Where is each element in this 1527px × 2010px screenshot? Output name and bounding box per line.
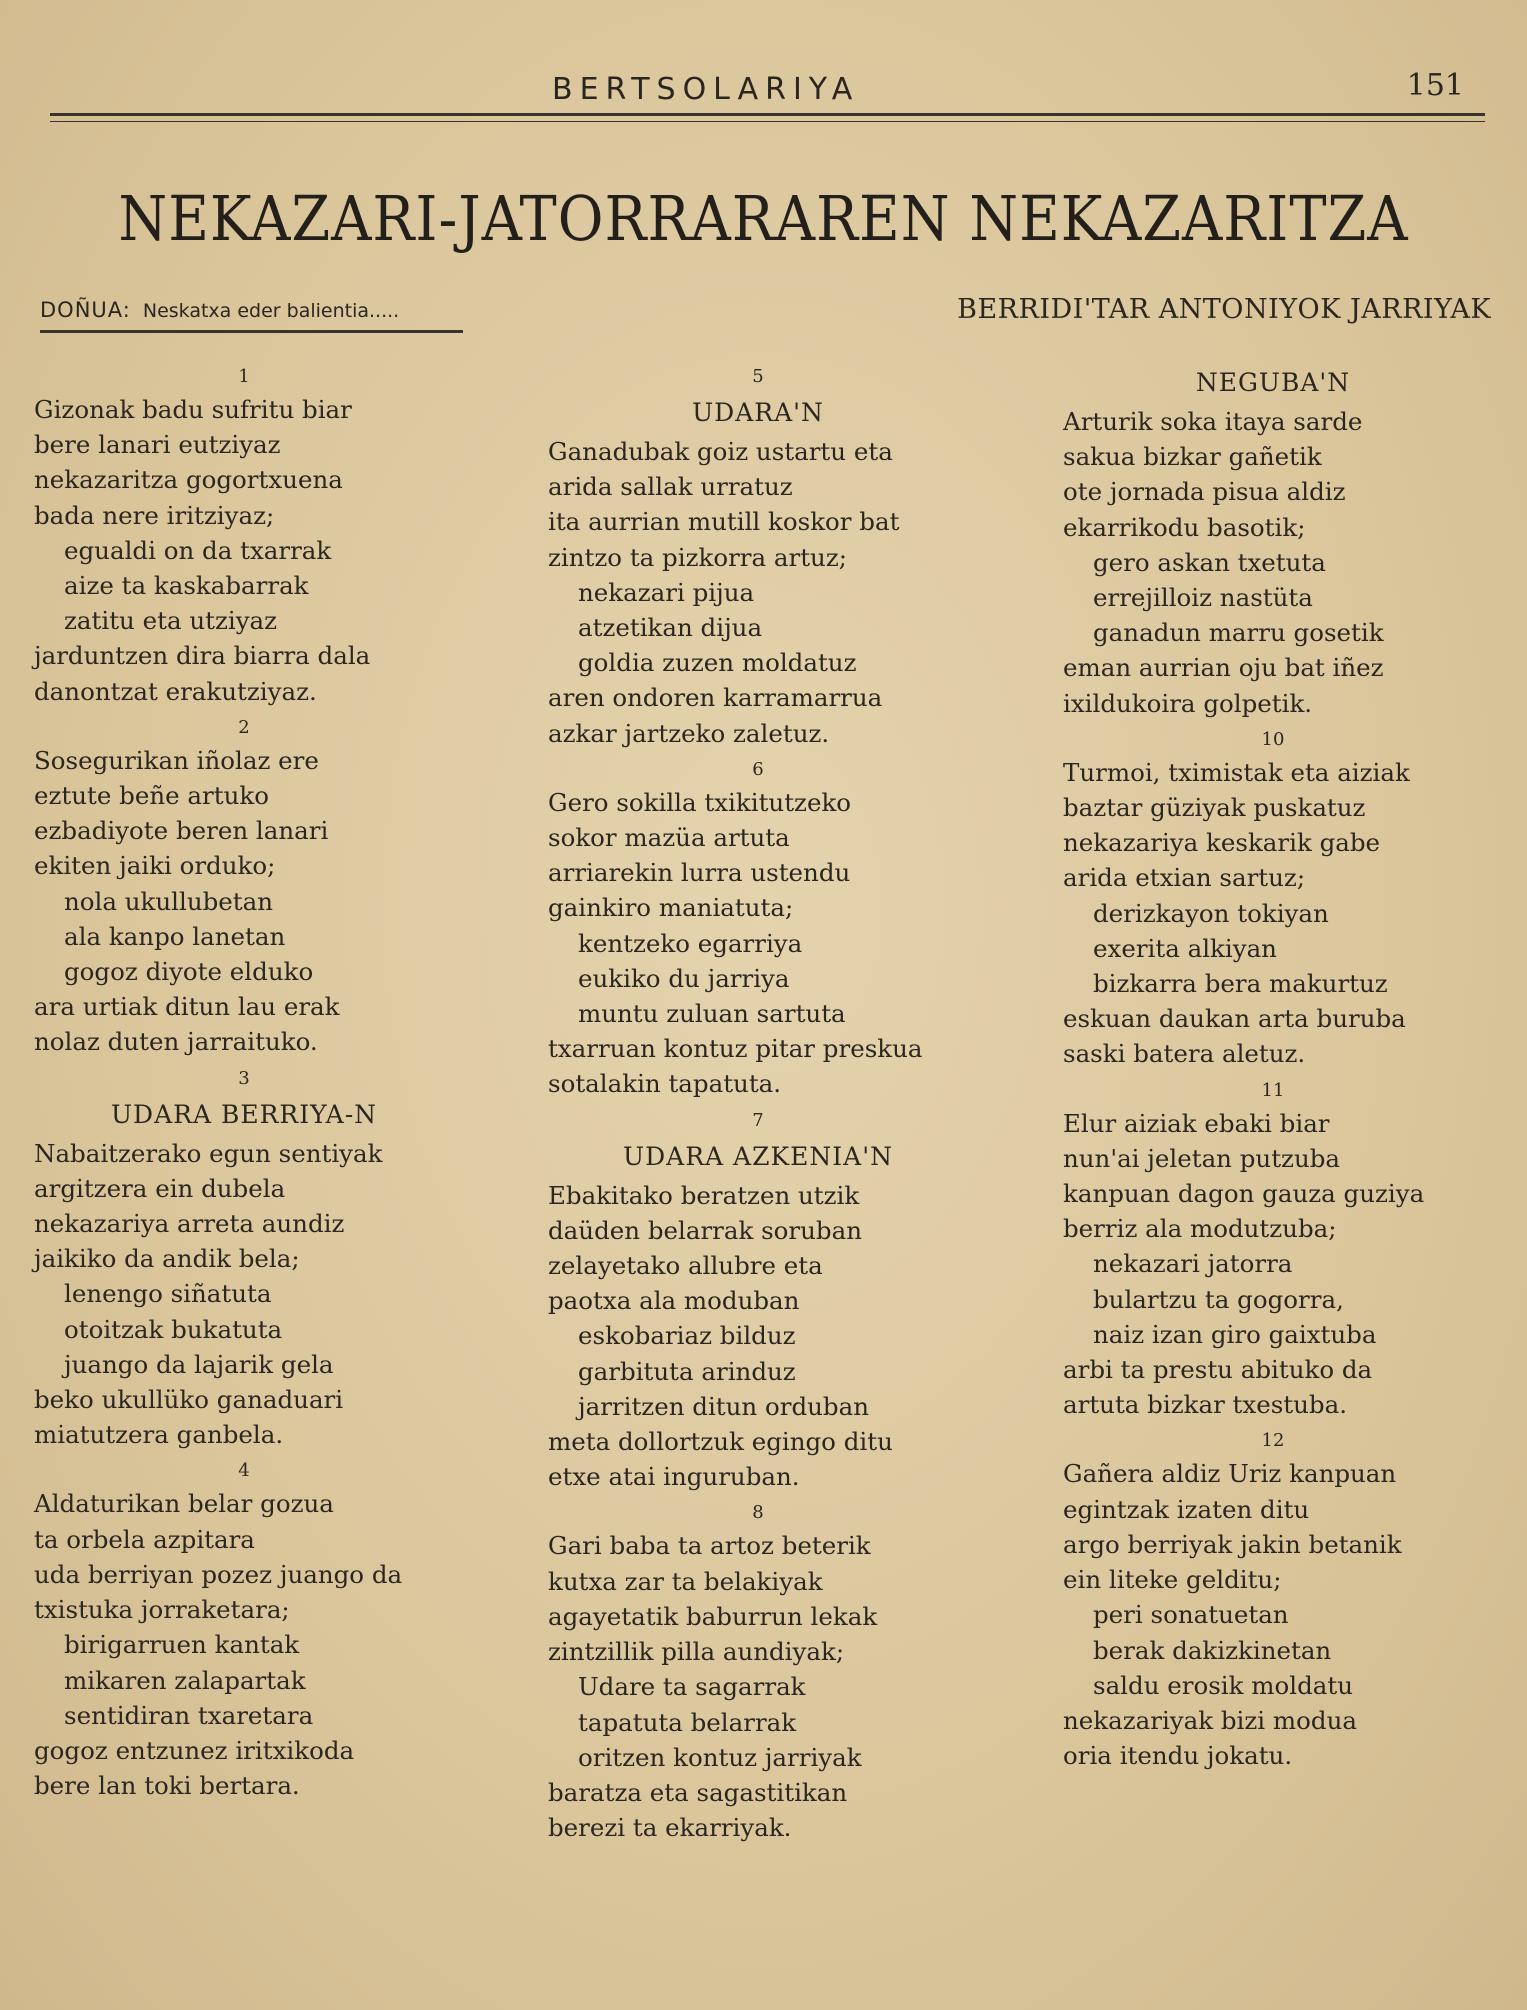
verse-line: zintzillik pilla aundiyak;	[548, 1637, 845, 1667]
stanza-number: 5	[752, 366, 764, 387]
verse-line: kutxa zar ta belakiyak	[548, 1566, 823, 1596]
verse-line: gero askan txetuta	[1093, 547, 1326, 577]
verse-line: eskobariaz bilduz	[578, 1321, 796, 1351]
verse-line: bada nere iritziyaz;	[34, 500, 275, 530]
verse-line: artuta bizkar txestuba.	[1063, 1390, 1347, 1420]
verse-line: Ebakitako beratzen utzik	[548, 1180, 860, 1210]
stanza-number: 4	[238, 1460, 250, 1482]
poem-title: NEKAZARI-JATORRARAREN NEKAZARITZA	[118, 182, 1409, 255]
verse-line: egualdi on da txarrak	[64, 535, 332, 565]
verse-line: ekarrikodu basotik;	[1063, 512, 1306, 542]
verse-line: eztute beñe artuko	[34, 781, 269, 811]
verse-line: garbituta arinduz	[578, 1356, 796, 1386]
stanza-number: 8	[752, 1502, 764, 1524]
verse-line: argo berriyak jakin betanik	[1063, 1529, 1402, 1559]
verse-line: zelayetako allubre eta	[548, 1251, 823, 1281]
verse-line: baratza eta sagastitikan	[548, 1777, 848, 1807]
verse-line: ezbadiyote beren lanari	[34, 816, 329, 846]
verse-line: nekazari pijua	[578, 577, 755, 607]
page-number: 151	[1406, 68, 1464, 103]
verse-line: muntu zuluan sartuta	[578, 999, 846, 1029]
stanza	[1063, 725, 1503, 1072]
verse-line: gainkiro maniatuta;	[548, 893, 794, 923]
verse-line: eukiko du jarriya	[578, 963, 790, 993]
verse-line: gogoz diyote elduko	[64, 957, 314, 987]
verse-line: juango da lajarik gela	[64, 1349, 334, 1379]
verse-line: nekazariya arreta aundiz	[34, 1209, 345, 1239]
verse-line: birigarruen kantak	[64, 1630, 300, 1660]
verse-line: Aldaturikan belar gozua	[34, 1489, 334, 1519]
tune-label: DOÑUA:	[40, 298, 131, 322]
verse-line: ekiten jaiki orduko;	[34, 851, 276, 881]
verse-line: gogoz entzunez iritxikoda	[34, 1735, 355, 1765]
author-credit: BERRIDI'TAR ANTONIYOK JARRIYAK	[957, 294, 1491, 325]
stanza-number: 7	[752, 1109, 764, 1131]
verse-line: kentzeko egarriya	[578, 928, 803, 958]
column-2	[548, 362, 1018, 1849]
verse-line: Sosegurikan iñolaz ere	[34, 745, 319, 775]
verse-line: agayetatik baburrun lekak	[548, 1601, 878, 1631]
verse-line: Turmoi, tximistak eta aiziak	[1063, 757, 1410, 787]
section-heading: NEGUBA'N	[1195, 368, 1351, 397]
verse-line: arriarekin lurra ustendu	[548, 858, 851, 888]
verse-line: nun'ai jeletan putzuba	[1063, 1143, 1341, 1173]
stanza-number: 11	[1261, 1079, 1285, 1101]
column-1	[34, 362, 504, 1807]
verse-line: naiz izan giro gaixtuba	[1093, 1319, 1377, 1349]
verse-line: sakua bizkar gañetik	[1063, 442, 1322, 472]
verse-line: Ganadubak goiz ustartu eta	[548, 437, 893, 466]
stanza	[548, 362, 1018, 751]
verse-line: atzetikan dijua	[578, 613, 763, 643]
verse-line: goldia zuzen moldatuz	[578, 648, 857, 678]
verse-line: Elur aiziak ebaki biar	[1063, 1108, 1330, 1138]
verse-line: berak dakizkinetan	[1093, 1635, 1332, 1665]
stanza-number: 12	[1261, 1430, 1285, 1452]
verse-line: nekazaritza gogortxuena	[34, 465, 343, 495]
stanza	[34, 1456, 504, 1803]
verse-line: danontzat erakutziyaz.	[34, 676, 317, 706]
verse-line: nekazari jatorra	[1093, 1249, 1293, 1279]
verse-line: jarduntzen dira biarra dala	[34, 641, 371, 671]
stanza-number: 6	[752, 758, 764, 780]
verse-line: ala kanpo lanetan	[64, 921, 286, 951]
verse-line: peri sonatuetan	[1093, 1600, 1289, 1630]
verse-line: bere lan toki bertara.	[34, 1771, 300, 1801]
verse-line: arida sallak urratuz	[548, 472, 793, 502]
stanza	[1063, 362, 1503, 721]
verse-line: jaikiko da andik bela;	[34, 1244, 300, 1274]
verse-line: azkar jartzeko zaletuz.	[548, 718, 830, 748]
verse-line: Arturik soka itaya sarde	[1063, 407, 1363, 436]
stanza	[34, 713, 504, 1060]
stanza-number: 10	[1261, 728, 1285, 750]
verse-line: exerita alkiyan	[1093, 933, 1277, 963]
verse-line: Gero sokilla txikitutzeko	[548, 787, 852, 817]
verse-line: nekazariyak bizi modua	[1063, 1705, 1357, 1735]
verse-line: arbi ta prestu abituko da	[1063, 1355, 1373, 1385]
verse-line: nekazariya keskarik gabe	[1063, 828, 1381, 858]
running-head	[0, 62, 1527, 112]
verse-line: zintzo ta pizkorra artuz;	[548, 542, 848, 572]
verse-line: ta orbela azpitara	[34, 1524, 255, 1554]
verse-line: jarritzen ditun orduban	[578, 1391, 869, 1421]
section-heading: UDARA'N	[692, 398, 824, 427]
verse-line: etxe atai inguruban.	[548, 1462, 800, 1492]
verse-line: errejilloiz nastüta	[1093, 583, 1313, 613]
column-3	[1063, 362, 1503, 1777]
verse-line: eskuan daukan arta buruba	[1063, 1004, 1406, 1034]
verse-line: sentidiran txaretara	[64, 1700, 314, 1730]
verse-line: Gañera aldiz Uriz kanpuan	[1063, 1459, 1397, 1489]
stanza	[548, 1106, 1018, 1495]
stanza-number: 1	[238, 366, 250, 387]
verse-line: eman aurrian oju bat iñez	[1063, 653, 1384, 683]
verse-line: saski batera aletuz.	[1063, 1039, 1306, 1069]
verse-line: bizkarra bera makurtuz	[1093, 969, 1388, 999]
verse-line: ita aurrian mutill koskor bat	[548, 507, 900, 537]
verse-line: meta dollortzuk egingo ditu	[548, 1427, 893, 1457]
journal-name: BERTSOLARIYA	[552, 72, 860, 107]
verse-line: berriz ala modutzuba;	[1063, 1214, 1337, 1244]
verse-line: sotalakin tapatuta.	[548, 1069, 782, 1099]
stanza	[1063, 1076, 1503, 1423]
stanza	[548, 755, 1018, 1102]
stanza	[1063, 1426, 1503, 1773]
verse-line: Gizonak badu sufritu biar	[34, 395, 352, 424]
stanza-number: 3	[238, 1067, 250, 1089]
verse-line: nola ukullubetan	[64, 886, 274, 916]
verse-line: ixildukoira golpetik.	[1063, 688, 1313, 718]
verse-line: lenengo siñatuta	[64, 1279, 272, 1309]
verse-line: mikaren zalapartak	[64, 1665, 306, 1695]
verse-line: Udare ta sagarrak	[578, 1672, 806, 1702]
verse-line: zatitu eta utziyaz	[64, 606, 278, 636]
verse-line: Gari baba ta artoz beterik	[548, 1531, 871, 1561]
verse-line: egintzak izaten ditu	[1063, 1494, 1310, 1524]
verse-line: oria itendu jokatu.	[1063, 1741, 1293, 1771]
verse-line: txistuka jorraketara;	[34, 1595, 290, 1625]
verse-line: aize ta kaskabarrak	[64, 571, 309, 601]
section-heading: UDARA AZKENIA'N	[623, 1141, 893, 1171]
verse-line: berezi ta ekarriyak.	[548, 1813, 792, 1843]
verse-line: oritzen kontuz jarriyak	[578, 1742, 862, 1772]
verse-line: Nabaitzerako egun sentiyak	[34, 1138, 383, 1168]
verse-line: argitzera ein dubela	[34, 1173, 286, 1203]
verse-line: paotxa ala moduban	[548, 1286, 800, 1316]
header-rule	[50, 113, 1485, 116]
verse-line: uda berriyan pozez juango da	[34, 1559, 403, 1589]
verse-line: txarruan kontuz pitar preskua	[548, 1034, 923, 1064]
verse-line: daüden belarrak soruban	[548, 1215, 862, 1245]
tune-line	[40, 298, 463, 333]
verse-line: bulartzu ta gogorra,	[1093, 1284, 1344, 1314]
verse-line: aren ondoren karramarrua	[548, 683, 883, 713]
verse-line: arida etxian sartuz;	[1063, 863, 1306, 893]
verse-line: sokor mazüa artuta	[548, 823, 790, 853]
verse-line: nolaz duten jarraituko.	[34, 1027, 318, 1057]
tune-value: Neskatxa eder balientia.....	[142, 300, 400, 322]
verse-line: ote jornada pisua aldiz	[1063, 477, 1346, 507]
stanza	[548, 1498, 1018, 1845]
verse-line: tapatuta belarrak	[578, 1707, 797, 1737]
stanza-number: 2	[238, 716, 250, 738]
verse-line: ein liteke gelditu;	[1063, 1565, 1282, 1595]
verse-line: kanpuan dagon gauza guziya	[1063, 1179, 1425, 1209]
stanza	[34, 1064, 504, 1453]
stanza	[34, 362, 504, 709]
verse-line: derizkayon tokiyan	[1093, 898, 1329, 928]
verse-line: otoitzak bukatuta	[64, 1314, 283, 1344]
verse-line: ara urtiak ditun lau erak	[34, 992, 340, 1022]
verse-line: bere lanari eutziyaz	[34, 430, 281, 460]
header-rule-thin	[50, 121, 1485, 122]
verse-line: baztar güziyak puskatuz	[1063, 793, 1366, 823]
verse-line: beko ukullüko ganaduari	[34, 1385, 344, 1415]
verse-line: miatutzera ganbela.	[34, 1420, 284, 1450]
section-heading: UDARA BERRIYA-N	[110, 1099, 378, 1129]
verse-line: saldu erosik moldatu	[1093, 1670, 1354, 1700]
verse-line: ganadun marru gosetik	[1093, 618, 1384, 648]
